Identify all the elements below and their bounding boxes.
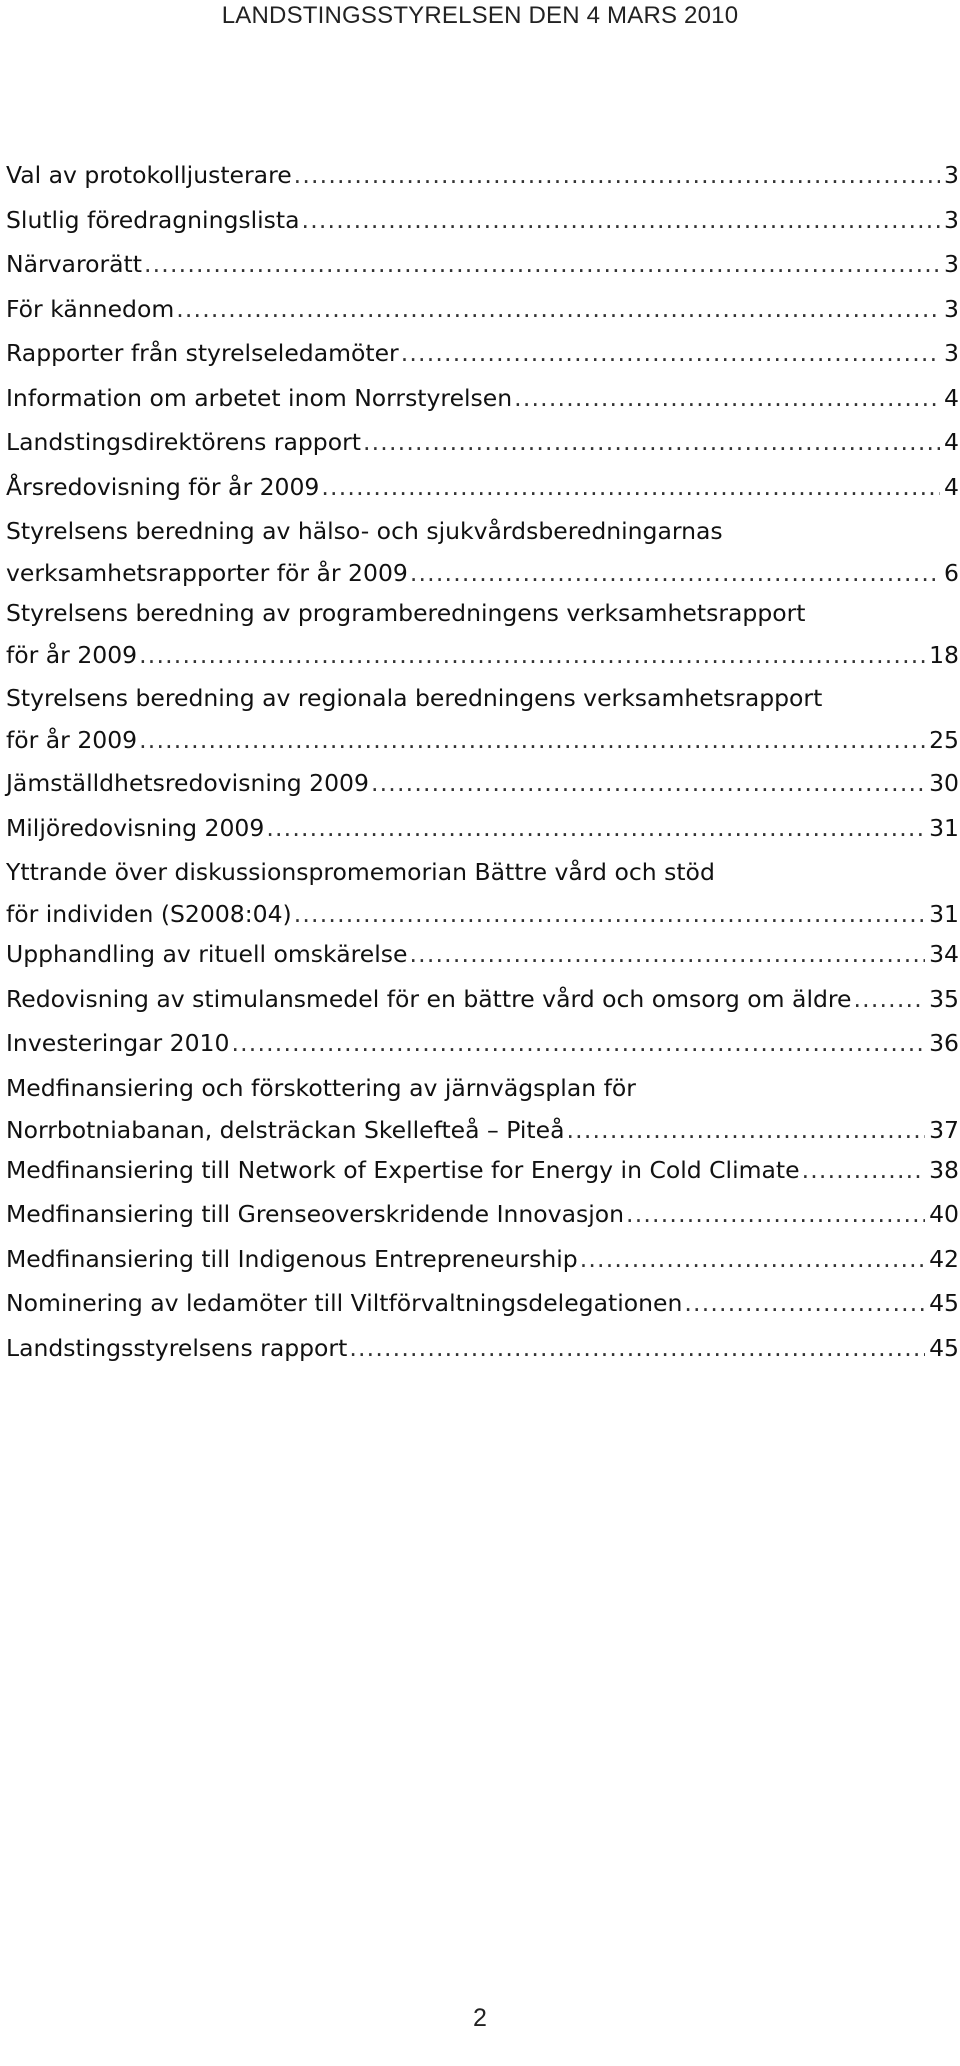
toc-entry-page-number: 38	[929, 1155, 959, 1184]
toc-entry-title: Rapporter från styrelseledamöter	[6, 339, 399, 367]
toc-entry-line-continued	[6, 677, 959, 719]
toc-entry[interactable]	[6, 592, 959, 677]
toc-entry-title: Jämställdhetsredovisning 2009	[6, 769, 369, 797]
dot-leader	[684, 1282, 925, 1324]
toc-entry-page-number: 34	[929, 940, 959, 968]
toc-entry-line	[6, 1193, 959, 1235]
toc-entry-page-number: 31	[929, 813, 959, 842]
toc-entry-page-number: 42	[929, 1244, 959, 1273]
toc-entry-title: Årsredovisning för år 2009	[6, 472, 320, 501]
page-number: 2	[473, 2004, 487, 2032]
toc-entry-title: Norrbotniabanan, delsträckan Skellefteå – Piteå	[6, 1115, 565, 1144]
toc-entry[interactable]	[6, 154, 959, 199]
toc-entry-line	[6, 466, 959, 508]
dot-leader	[302, 199, 941, 241]
toc-entry-title: verksamhetsrapporter för år 2009	[6, 559, 408, 587]
toc-entry[interactable]	[6, 199, 959, 244]
toc-entry[interactable]	[6, 243, 959, 288]
toc-entry-line	[6, 1282, 959, 1324]
dot-leader	[371, 762, 925, 804]
toc-entry-line	[6, 719, 959, 761]
toc-entry-title: Investeringar 2010	[6, 1029, 230, 1057]
dot-leader	[349, 1327, 925, 1369]
toc-entry-line	[6, 288, 959, 330]
toc-entry-line	[6, 421, 959, 463]
dot-leader	[410, 552, 940, 594]
toc-entry-line-continued	[6, 592, 959, 634]
toc-entry-title: Upphandling av rituell omskärelse	[6, 940, 408, 968]
toc-entry-line	[6, 377, 959, 419]
running-header: LANDSTINGSSTYRELSEN DEN 4 MARS 2010	[221, 2, 739, 29]
dot-leader	[626, 1193, 925, 1235]
dot-leader	[144, 243, 940, 285]
toc-entry-page-number: 36	[929, 1029, 959, 1057]
dot-leader	[321, 466, 940, 508]
toc-entry[interactable]	[6, 807, 959, 852]
toc-entry-title: Redovisning av stimulansmedel för en bättre vård och omsorg om äldre	[6, 984, 852, 1013]
table-of-contents	[6, 154, 959, 1371]
dot-leader	[294, 893, 925, 935]
toc-entry-line	[6, 199, 959, 241]
toc-entry[interactable]	[6, 677, 959, 762]
toc-entry-line	[6, 978, 959, 1020]
toc-entry[interactable]	[6, 1022, 959, 1067]
toc-entry-line	[6, 154, 959, 196]
toc-entry-page-number: 45	[929, 1289, 959, 1317]
toc-entry-title: för år 2009	[6, 641, 138, 669]
toc-entry[interactable]	[6, 510, 959, 592]
toc-entry-page-number: 18	[929, 641, 959, 669]
dot-leader	[231, 1022, 925, 1064]
dot-leader	[802, 1149, 926, 1191]
toc-entry-page-number: 45	[929, 1333, 959, 1362]
toc-entry[interactable]	[6, 332, 959, 377]
toc-entry-line	[6, 552, 959, 594]
toc-entry[interactable]	[6, 288, 959, 333]
dot-leader	[514, 377, 940, 419]
toc-entry-title: Yttrande över diskussionspromemorian Bättre vård och stöd	[6, 858, 715, 886]
toc-entry-line	[6, 1327, 959, 1369]
toc-entry-page-number: 25	[929, 726, 959, 754]
toc-entry-title: Styrelsens beredning av regionala beredningens verksamhetsrapport	[6, 684, 823, 712]
dot-leader	[176, 288, 940, 330]
toc-entry-title: Medfinansiering till Grenseoverskridende Innovasjon	[6, 1200, 625, 1228]
toc-entry-title: Information om arbetet inom Norrstyrelsen	[6, 383, 513, 412]
toc-entry-title: Närvarorätt	[6, 250, 142, 278]
toc-entry[interactable]	[6, 377, 959, 422]
toc-entry-title: för år 2009	[6, 726, 138, 754]
dot-leader	[139, 719, 925, 761]
toc-entry-line-continued	[6, 851, 959, 893]
dot-leader	[266, 807, 925, 849]
toc-entry-title: Medfinansiering till Indigenous Entrepreneurship	[6, 1244, 578, 1273]
toc-entry-line-continued	[6, 510, 959, 552]
toc-entry-page-number: 3	[944, 161, 959, 189]
toc-entry-page-number: 3	[944, 250, 959, 278]
toc-entry-title: Landstingsdirektörens rapport	[6, 428, 361, 456]
toc-entry[interactable]	[6, 1238, 959, 1283]
toc-entry[interactable]	[6, 466, 959, 511]
toc-entry[interactable]	[6, 978, 959, 1023]
toc-entry-title: Medfinansiering och förskottering av järnvägsplan för	[6, 1073, 636, 1102]
toc-entry-page-number: 4	[944, 383, 959, 412]
dot-leader	[139, 634, 925, 676]
dot-leader	[363, 421, 940, 463]
toc-entry-title: Val av protokolljusterare	[6, 161, 292, 189]
toc-entry[interactable]	[6, 421, 959, 466]
dot-leader	[580, 1238, 925, 1280]
toc-entry-page-number: 40	[929, 1200, 959, 1228]
toc-entry-title: Nominering av ledamöter till Viltförvaltningsdelegationen	[6, 1289, 683, 1317]
toc-entry-title: Styrelsens beredning av hälso- och sjukvårdsberedningarnas	[6, 517, 723, 545]
toc-entry-line	[6, 1149, 959, 1191]
toc-entry[interactable]	[6, 1149, 959, 1194]
toc-entry-line	[6, 1109, 959, 1151]
toc-entry-line-continued	[6, 1067, 959, 1109]
dot-leader	[567, 1109, 926, 1151]
toc-entry-title: Slutlig föredragningslista	[6, 205, 300, 234]
toc-entry-page-number: 3	[944, 294, 959, 323]
toc-entry-line	[6, 762, 959, 804]
toc-entry[interactable]	[6, 762, 959, 807]
toc-entry[interactable]	[6, 1193, 959, 1238]
toc-entry-page-number: 31	[929, 900, 959, 928]
toc-entry-page-number: 35	[929, 984, 959, 1013]
toc-entry-line	[6, 807, 959, 849]
toc-entry-title: För kännedom	[6, 294, 175, 323]
toc-entry-title: Landstingsstyrelsens rapport	[6, 1333, 348, 1362]
toc-entry-line	[6, 634, 959, 676]
toc-entry[interactable]	[6, 1067, 959, 1149]
toc-entry-page-number: 4	[944, 472, 959, 501]
dot-leader	[854, 978, 926, 1020]
toc-entry-line	[6, 332, 959, 374]
toc-entry-page-number: 37	[929, 1115, 959, 1144]
toc-entry-line	[6, 1238, 959, 1280]
toc-entry-page-number: 3	[944, 339, 959, 367]
toc-entry-line	[6, 1022, 959, 1064]
toc-entry-page-number: 30	[929, 769, 959, 797]
toc-entry[interactable]	[6, 1327, 959, 1372]
toc-entry[interactable]	[6, 933, 959, 978]
toc-entry-page-number: 4	[944, 428, 959, 456]
toc-entry-title: Miljöredovisning 2009	[6, 813, 265, 842]
toc-entry-line	[6, 893, 959, 935]
toc-entry-page-number: 6	[944, 559, 959, 587]
toc-entry-title: Styrelsens beredning av programberedningens verksamhetsrapport	[6, 599, 806, 627]
dot-leader	[401, 332, 940, 374]
dot-leader	[410, 933, 926, 975]
toc-entry-title: för individen (S2008:04)	[6, 900, 292, 928]
toc-entry[interactable]	[6, 851, 959, 933]
dot-leader	[294, 154, 940, 196]
toc-entry-line	[6, 933, 959, 975]
toc-entry-line	[6, 243, 959, 285]
toc-entry-title: Medfinansiering till Network of Expertise for Energy in Cold Climate	[6, 1155, 800, 1184]
toc-entry[interactable]	[6, 1282, 959, 1327]
toc-entry-page-number: 3	[944, 205, 959, 234]
